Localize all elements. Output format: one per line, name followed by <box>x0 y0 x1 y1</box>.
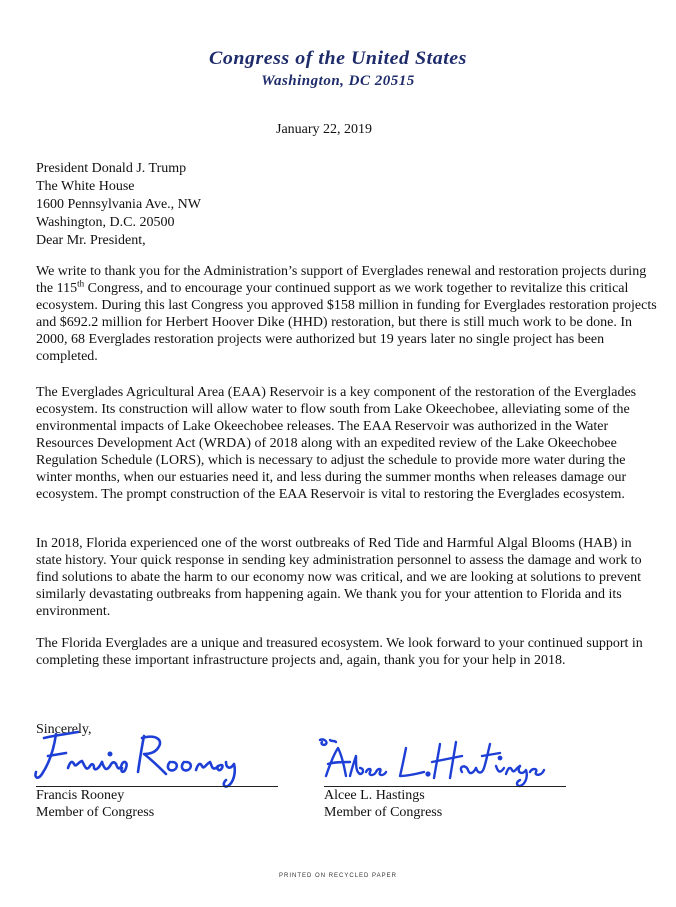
recycled-paper-footer: PRINTED ON RECYCLED PAPER <box>279 873 397 879</box>
recipient-address <box>36 160 201 250</box>
letterhead-title: Congress of the United States <box>208 48 467 69</box>
ordinal-suffix: th <box>77 278 85 289</box>
recipient-line: President Donald J. Trump <box>36 161 187 176</box>
letterhead-address: Washington, DC 20515 <box>261 73 415 89</box>
signer-name: Alcee L. Hastings <box>324 788 425 803</box>
body-paragraph-4: The Florida Everglades are a unique and treasured ecosystem. We look forward to your continued support in completing these important infrastructure projects and, again, thank you for your help in 2018. <box>36 636 643 668</box>
signature-alcee-hastings <box>316 736 556 788</box>
signature-francis-rooney <box>30 728 250 790</box>
salutation: Dear Mr. President, <box>36 233 146 248</box>
signer-title: Member of Congress <box>36 805 155 820</box>
body-paragraph-2: The Everglades Agricultural Area (EAA) Reservoir is a key component of the restoration of the Everglades ecosystem. Its construction will allow water to flow south from Lake Okeechobee, alleviating some of the environmental impacts of Lake Okeechobee releases. The EAA Reservoir was authorized in the Water Resources Development Act (WRDA) of 2018 along with an expedited review of the Lake Okeechobee Regulation Schedule (LORS), which is necessary to adjust the schedule to provide more water during the winter months, when our estuaries need it, and less during the summer months when releases damage our ecosystem. The prompt construction of the EAA Reservoir is vital to restoring the Everglades ecosystem. <box>36 385 637 502</box>
body-paragraph-3: In 2018, Florida experienced one of the worst outbreaks of Red Tide and Harmful Algal Blooms (HAB) in state history. Your quick response in sending key administration personnel to assess the damage and work to find solutions to abate the harm to our economy now was critical, and we are looking at solutions to prevent similarly devastating outbreaks from happening again. We thank you for your attention to Florida and its environment. <box>36 536 642 619</box>
body-paragraph-1 <box>36 263 660 365</box>
recipient-line: Washington, D.C. 20500 <box>36 215 175 230</box>
paragraph-text: Congress, and to encourage your continued support as we work together to revitalize this critical ecosystem. During this last Congress you approved $158 million in funding for Everglades restoration projects and $692.2 million for Herbert Hoover Dike (HHD) restoration, but there is still much work to be done. In 2000, 68 Everglades restoration projects were authorized but 19 years later no single project has been completed. <box>36 281 657 364</box>
paragraph-text: We write to thank you for the Administration’s support of Everglades renewal and restoration projects during the 115 <box>36 264 647 296</box>
recipient-line: 1600 Pennsylvania Ave., NW <box>36 197 201 212</box>
signer-name: Francis Rooney <box>36 788 125 803</box>
recipient-line: The White House <box>36 179 135 194</box>
closing: Sincerely, <box>36 722 92 737</box>
letter-date: January 22, 2019 <box>276 122 373 137</box>
signer-block-hastings <box>324 787 442 821</box>
signer-title: Member of Congress <box>324 805 443 820</box>
signer-block-rooney <box>36 787 154 821</box>
